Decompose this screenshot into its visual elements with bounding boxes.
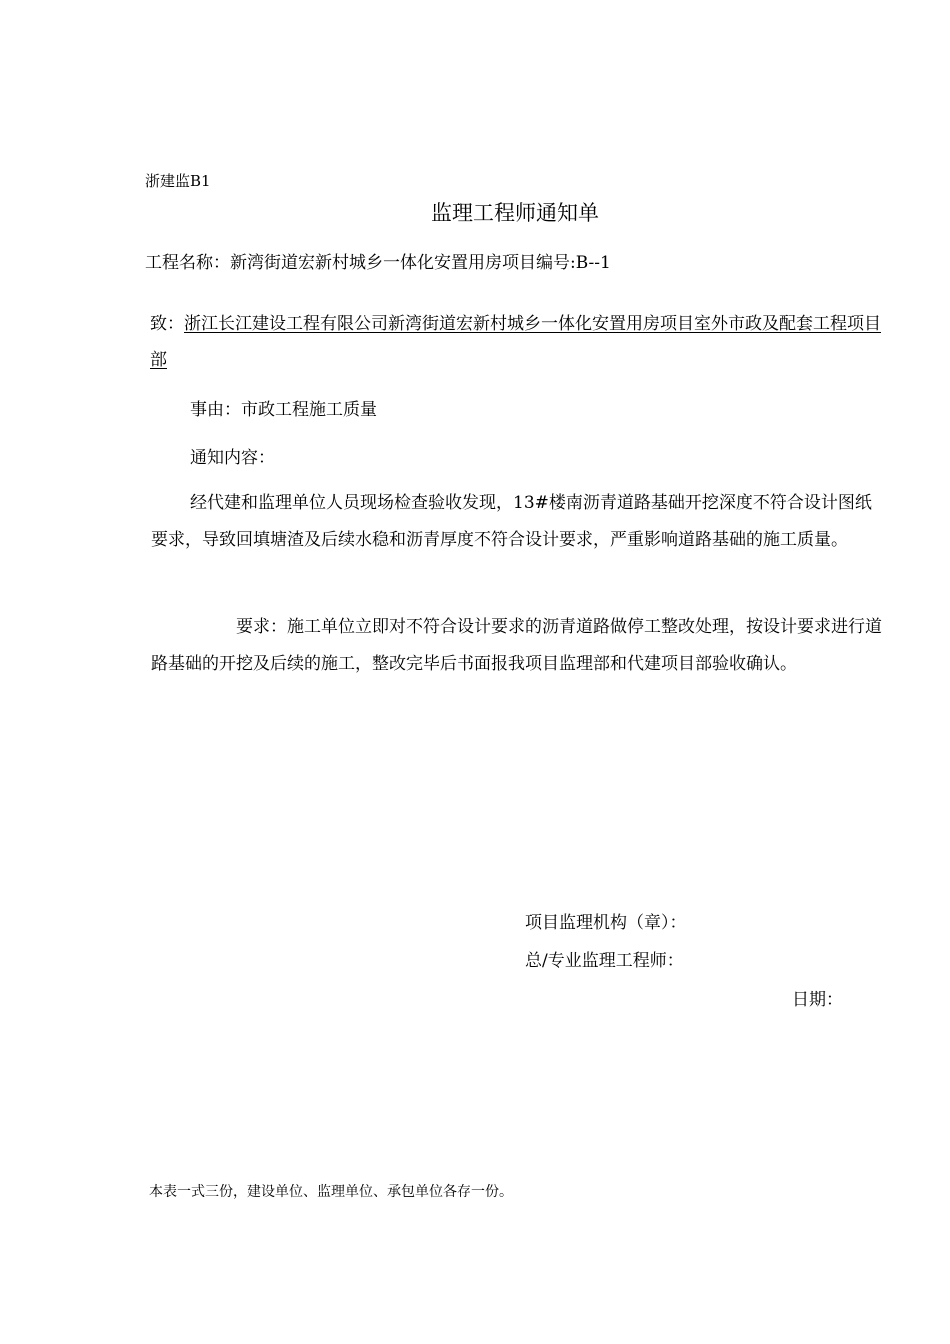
signature-org: 项目监理机构（章）： <box>525 913 687 933</box>
recipient-label: 致： <box>150 314 184 334</box>
signature-engineer: 总/专业监理工程师： <box>525 951 684 971</box>
recipient-name: 浙江长江建设工程有限公司新湾街道宏新村城乡一体化安置用房项目室外市政及配套工程项目部 <box>150 314 881 370</box>
signature-date: 日期： <box>792 990 843 1010</box>
footnote: 本表一式三份，建设单位、监理单位、承包单位各存一份。 <box>149 1184 513 1200</box>
notice-paragraph-requirements: 要求：施工单位立即对不符合设计要求的沥青道路做停工整改处理，按设计要求进行道路基础的开挖及后续的施工，整改完毕后书面报我项目监理部和代建项目部验收确认。 <box>151 617 882 674</box>
subject-line: 事由：市政工程施工质量 <box>190 400 377 420</box>
notice-paragraph-findings: 经代建和监理单位人员现场检查验收发现，13#楼南沥青道路基础开挖深度不符合设计图纸要求，导致回填塘渣及后续水稳和沥青厚度不符合设计要求，严重影响道路基础的施工质量。 <box>151 493 872 550</box>
project-name-line: 工程名称：新湾街道宏新村城乡一体化安置用房项目编号:B--1 <box>145 253 611 273</box>
recipient <box>150 306 885 378</box>
document-title: 监理工程师通知单 <box>431 201 599 225</box>
form-code: 浙建监B1 <box>145 172 211 190</box>
content-label: 通知内容： <box>190 448 275 468</box>
